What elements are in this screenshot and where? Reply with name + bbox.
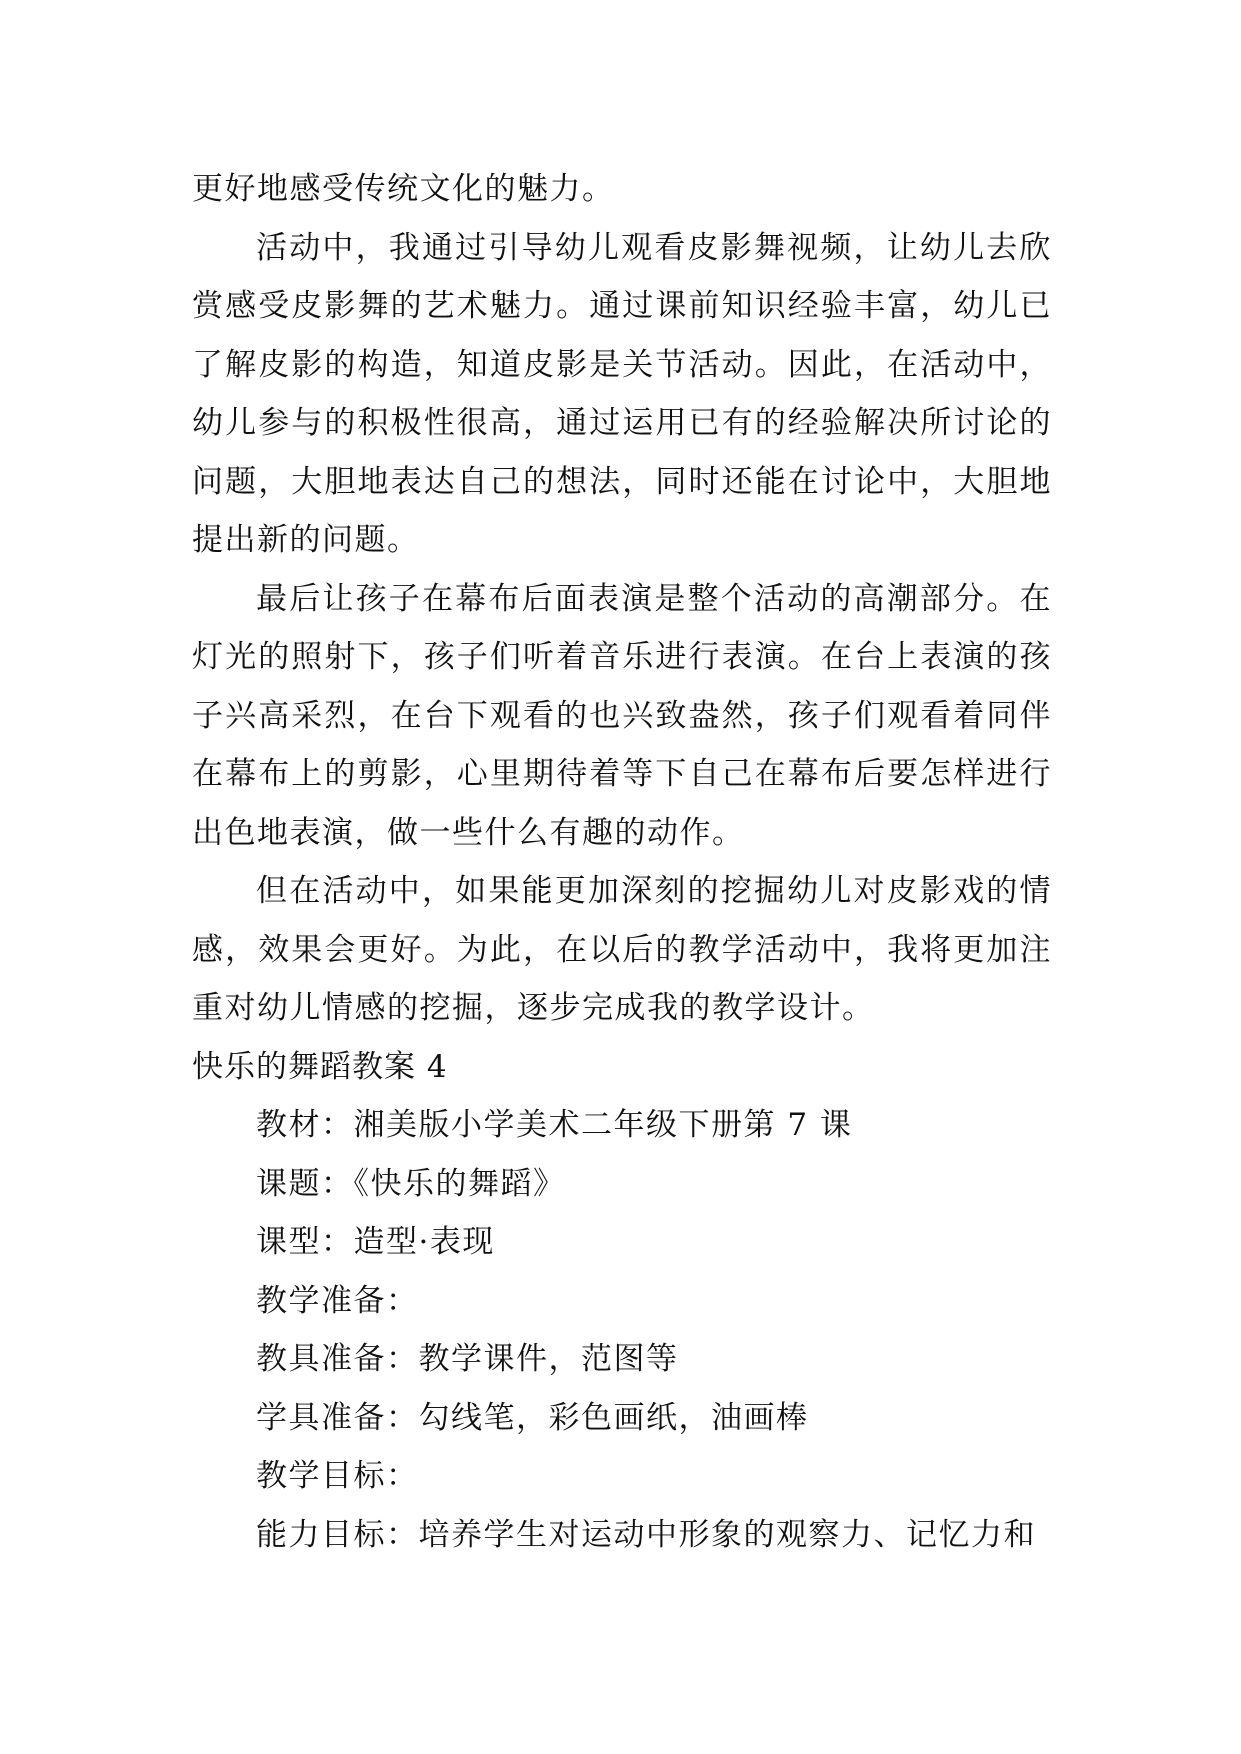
document-body — [192, 160, 1052, 1564]
item-student-prep: 学具准备：勾线笔，彩色画纸，油画棒 — [256, 1399, 809, 1436]
paragraph-activity-review: 活动中，我通过引导幼儿观看皮影舞视频，让幼儿去欣赏感受皮影舞的艺术魅力。通过课前知识经验丰富，幼儿已了解皮影的构造，知道皮影是关节活动。因此，在活动中，幼儿参与的积极性很高，通过运用已有的经验解决所讨论的问题，大胆地表达自己的想法，同时还能在讨论中，大胆地提出新的问题。 — [192, 229, 1052, 558]
item-lesson-type: 课型：造型·表现 — [256, 1224, 495, 1260]
item-teaching-prep: 教学准备： — [256, 1282, 419, 1319]
section-title: 快乐的舞蹈教案 4 — [192, 1048, 448, 1085]
item-topic: 课题：《快乐的舞蹈》 — [256, 1165, 566, 1202]
item-ability-goal: 能力目标：培养学生对运动中形象的观察力、记忆力和 — [256, 1516, 1036, 1553]
paragraph-continuation: 更好地感受传统文化的魅力。 — [192, 171, 615, 207]
item-teacher-prep: 教具准备：教学课件，范图等 — [256, 1341, 679, 1377]
paragraph-reflection: 但在活动中，如果能更加深刻的挖掘幼儿对皮影戏的情感，效果会更好。为此，在以后的教学活动中，我将更加注重对幼儿情感的挖掘，逐步完成我的教学设计。 — [192, 873, 1052, 1026]
item-teaching-goals: 教学目标： — [256, 1458, 419, 1494]
item-material: 教材：湘美版小学美术二年级下册第 7 课 — [256, 1107, 853, 1143]
paragraph-performance: 最后让孩子在幕布后面表演是整个活动的高潮部分。在灯光的照射下，孩子们听着音乐进行表演。在台上表演的孩子兴高采烈，在台下观看的也兴致盎然，孩子们观看着同伴在幕布上的剪影，心里期待着等下自己在幕布后要怎样进行出色地表演，做一些什么有趣的动作。 — [192, 580, 1052, 851]
